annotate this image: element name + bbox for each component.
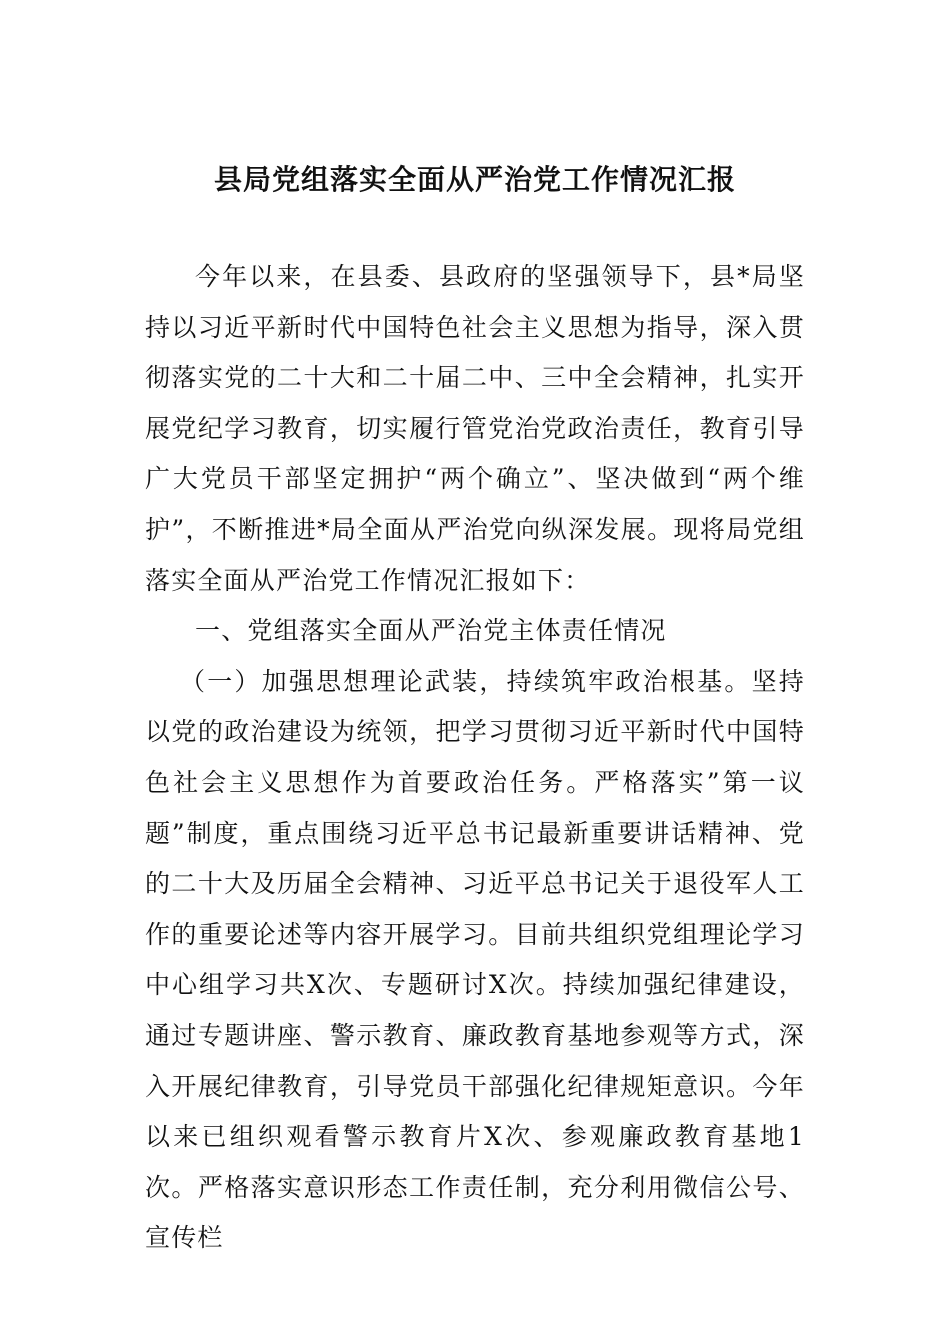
document-body <box>145 252 805 1264</box>
document-title: 县局党组落实全面从严治党工作情况汇报 <box>213 163 736 196</box>
intro-paragraph: 今年以来，在县委、县政府的坚强领导下，县*局坚持以习近平新时代中国特色社会主义思想为指导，深入贯彻落实党的二十大和二十届二中、三中全会精神，扎实开展党纪学习教育，切实履行管党治党政治责任，教育引导广大党员干部坚定拥护“两个确立”、坚决做到“两个维护”，不断推进*局全面从严治党向纵深发展。现将局党组落实全面从严治党工作情况汇报如下： <box>145 262 805 595</box>
section-heading-1: 一、党组落实全面从严治党主体责任情况 <box>195 616 667 646</box>
subsection-paragraph-1: （一）加强思想理论武装，持续筑牢政治根基。坚持以党的政治建设为统领，把学习贯彻习近平新时代中国特色社会主义思想作为首要政治任务。严格落实”第一议题”制度，重点围绕习近平总书记最新重要讲话精神、党的二十大及历届全会精神、习近平总书记关于退役军人工作的重要论述等内容开展学习。目前共组织党组理论学习中心组学习共X次、专题研讨X次。持续加强纪律建设，通过专题讲座、警示教育、廉政教育基地参观等方式，深入开展纪律教育，引导党员干部强化纪律规矩意识。今年以来已组织观看警示教育片X次、参观廉政教育基地1次。严格落实意识形态工作责任制，充分利用微信公号、宣传栏 <box>145 666 805 1253</box>
